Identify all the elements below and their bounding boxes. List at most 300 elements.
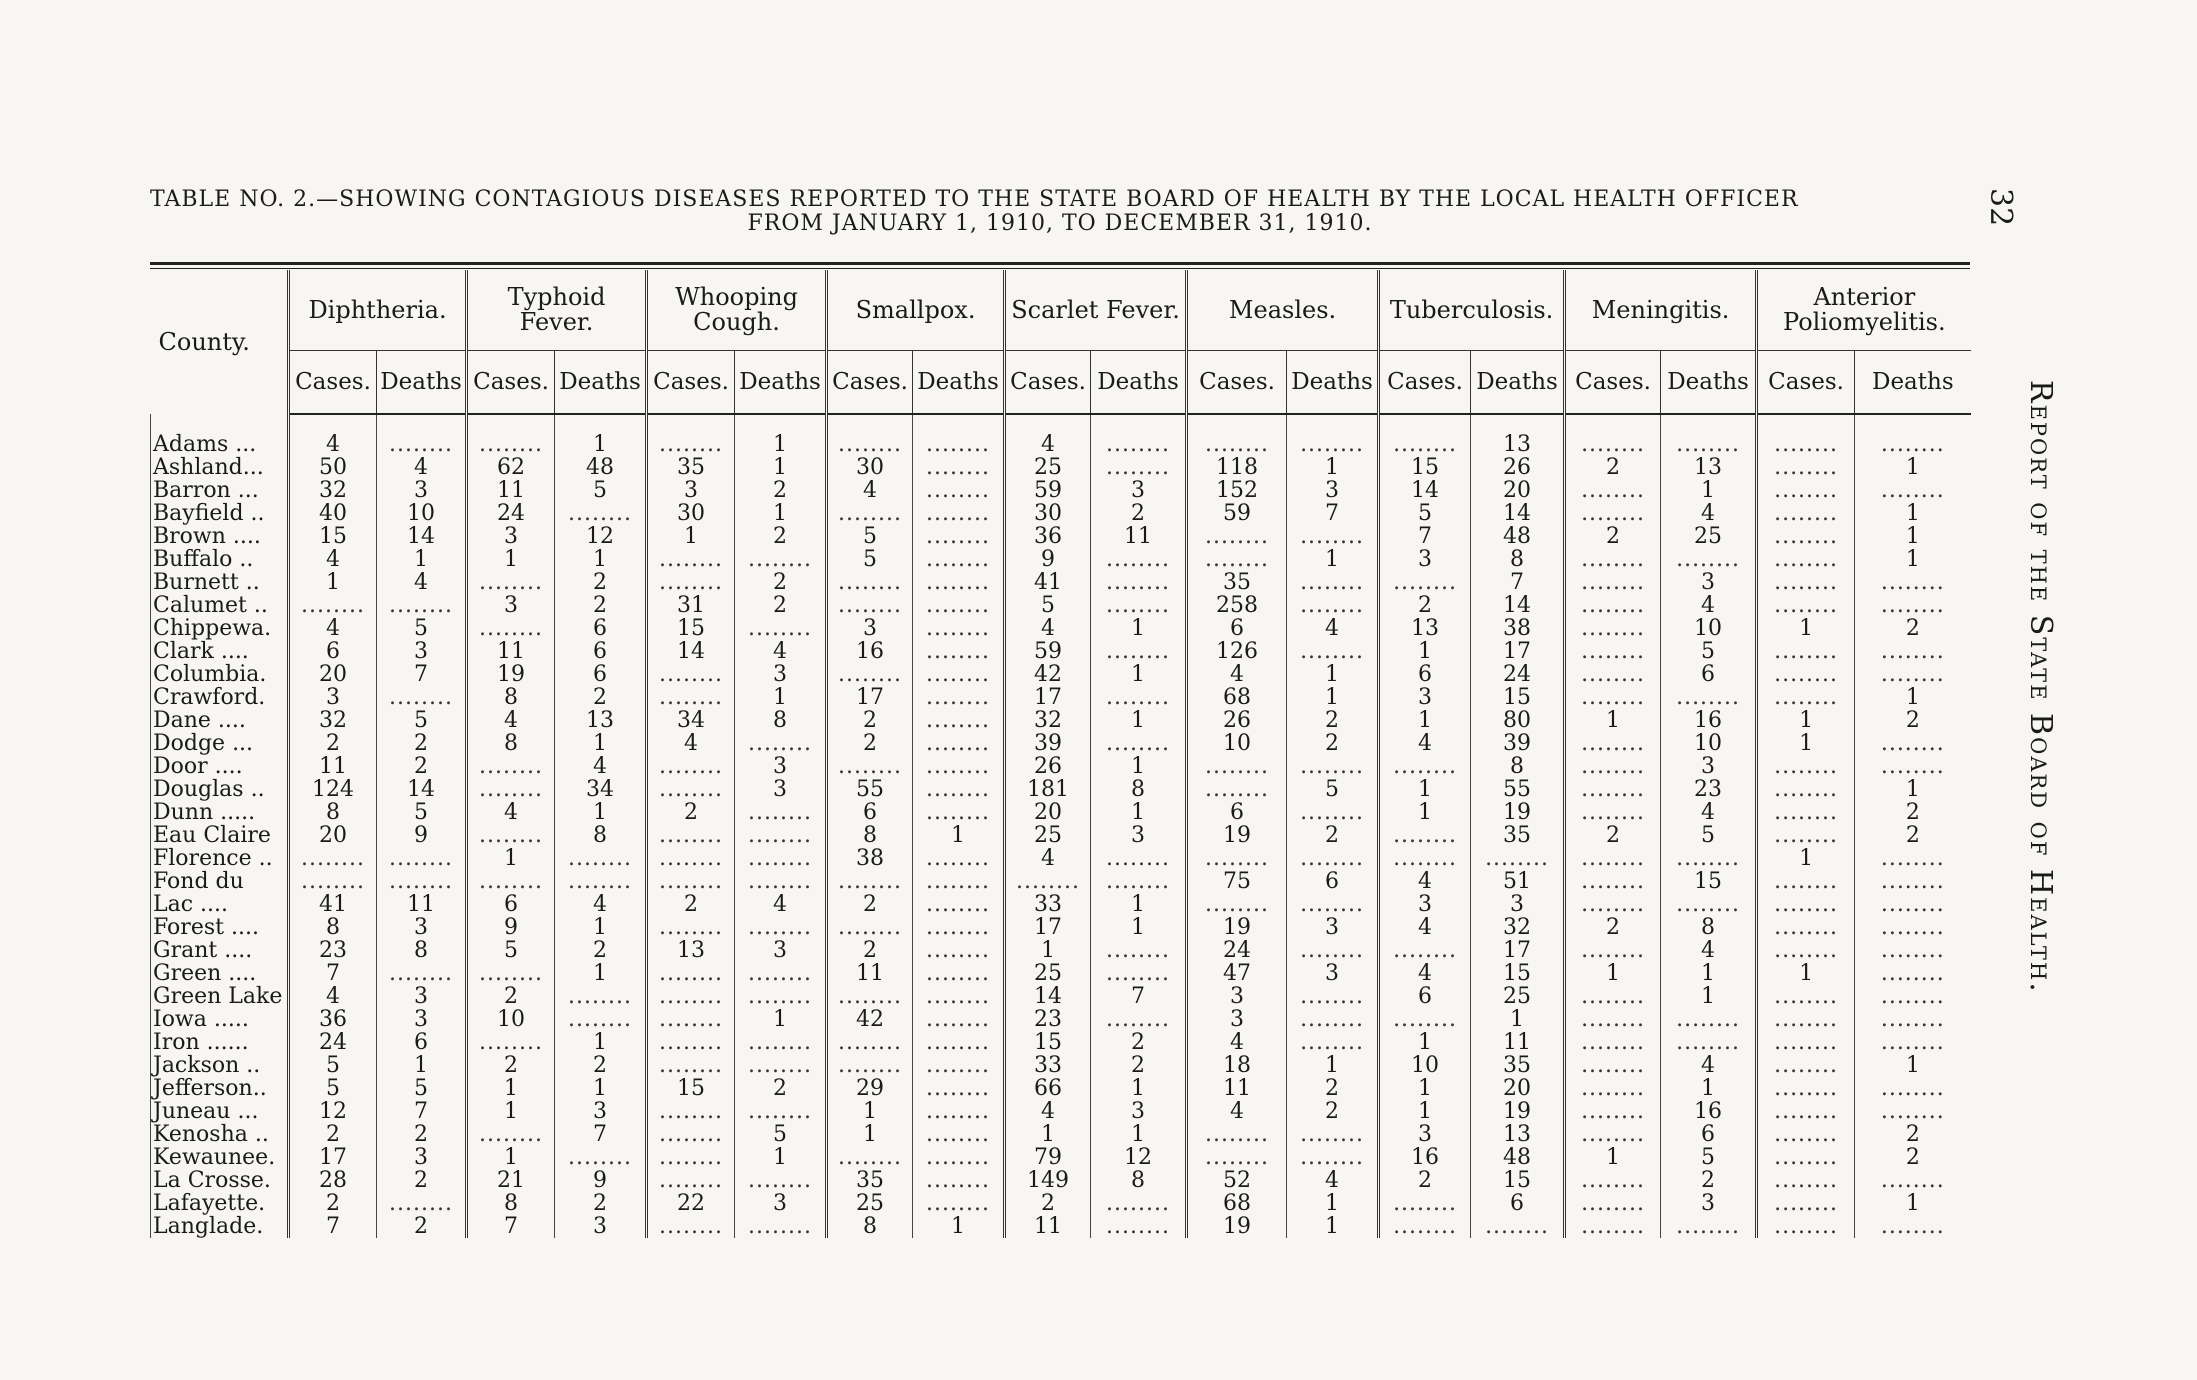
cases-cell: 3 xyxy=(289,686,377,709)
deaths-cell: 1 xyxy=(1855,548,1971,571)
dot-leader: ........ xyxy=(827,502,913,525)
deaths-cell: 2 xyxy=(555,939,647,962)
cases-cell: 1 xyxy=(1757,732,1855,755)
deaths-cell: 2 xyxy=(735,479,827,502)
cases-cell: 11 xyxy=(1187,1077,1287,1100)
cases-cell: 11 xyxy=(467,479,555,502)
deaths-cell: 3 xyxy=(735,939,827,962)
deaths-cell: 10 xyxy=(1661,617,1757,640)
cases-cell: 68 xyxy=(1187,686,1287,709)
dot-leader: ........ xyxy=(377,870,467,893)
table-row xyxy=(151,939,1971,962)
deaths-cell: 6 xyxy=(1661,1123,1757,1146)
dot-leader: ........ xyxy=(913,893,1005,916)
cases-cell: 6 xyxy=(1187,801,1287,824)
cases-cell: 4 xyxy=(1005,847,1091,870)
cases-cell: 18 xyxy=(1187,1054,1287,1077)
cases-cell: 11 xyxy=(467,640,555,663)
dot-leader: ........ xyxy=(1757,571,1855,594)
county-cell: Florence .. xyxy=(151,847,289,870)
dot-leader: ........ xyxy=(913,1146,1005,1169)
dot-leader: ........ xyxy=(377,594,467,617)
deaths-cell: 6 xyxy=(555,663,647,686)
cases-cell: 3 xyxy=(1187,985,1287,1008)
cases-cell: 3 xyxy=(1379,893,1471,916)
deaths-cell: 1 xyxy=(377,1054,467,1077)
deaths-cell: 13 xyxy=(1471,414,1565,456)
dot-leader: ........ xyxy=(647,1008,735,1031)
deaths-cell: 32 xyxy=(1471,916,1565,939)
county-cell: Burnett .. xyxy=(151,571,289,594)
cases-cell: 1 xyxy=(467,548,555,571)
deaths-cell: 1 xyxy=(1091,916,1187,939)
cases-cell: 1 xyxy=(1757,617,1855,640)
dot-leader: ........ xyxy=(913,502,1005,525)
deaths-cell: 2 xyxy=(555,686,647,709)
dot-leader: ........ xyxy=(1091,548,1187,571)
dot-leader: ........ xyxy=(647,663,735,686)
deaths-cell: 1 xyxy=(1855,1054,1971,1077)
cases-cell: 1 xyxy=(467,847,555,870)
dot-leader: ........ xyxy=(1287,755,1379,778)
dot-leader: ........ xyxy=(913,1123,1005,1146)
dot-leader: ........ xyxy=(1565,847,1661,870)
cases-cell: 38 xyxy=(827,847,913,870)
deaths-cell: 15 xyxy=(1471,686,1565,709)
cases-cell: 17 xyxy=(1005,916,1091,939)
deaths-cell: 1 xyxy=(735,456,827,479)
dot-leader: ........ xyxy=(1757,640,1855,663)
deaths-cell: 25 xyxy=(1471,985,1565,1008)
dot-leader: ........ xyxy=(1091,1008,1187,1031)
deaths-cell: 2 xyxy=(1287,1077,1379,1100)
cases-cell: 4 xyxy=(1005,617,1091,640)
deaths-cell: 1 xyxy=(1091,755,1187,778)
cases-cell: 4 xyxy=(289,617,377,640)
table-row xyxy=(151,663,1971,686)
county-cell: Lafayette. xyxy=(151,1192,289,1215)
table-row xyxy=(151,571,1971,594)
dot-leader: ........ xyxy=(1855,1008,1971,1031)
deaths-cell: 3 xyxy=(1287,916,1379,939)
deaths-cell: 3 xyxy=(1661,571,1757,594)
disease-header: Whooping Cough. xyxy=(647,270,827,351)
cases-cell: 14 xyxy=(1005,985,1091,1008)
dot-leader: ........ xyxy=(913,617,1005,640)
cases-cell: 17 xyxy=(827,686,913,709)
cases-cell: 1 xyxy=(827,1123,913,1146)
dot-leader: ........ xyxy=(1471,1215,1565,1238)
dot-leader: ........ xyxy=(377,962,467,985)
cases-cell: 2 xyxy=(289,732,377,755)
deaths-cell: 1 xyxy=(1287,548,1379,571)
deaths-cell: 8 xyxy=(1091,778,1187,801)
cases-cell: 35 xyxy=(827,1169,913,1192)
dot-leader: ........ xyxy=(1757,985,1855,1008)
cases-cell: 24 xyxy=(289,1031,377,1054)
table-row xyxy=(151,755,1971,778)
cases-cell: 1 xyxy=(1379,778,1471,801)
dot-leader: ........ xyxy=(913,686,1005,709)
deaths-cell: 1 xyxy=(1091,1077,1187,1100)
cases-cell: 7 xyxy=(467,1215,555,1238)
county-cell: Juneau ... xyxy=(151,1100,289,1123)
cases-cell: 42 xyxy=(827,1008,913,1031)
dot-leader: ........ xyxy=(1565,939,1661,962)
deaths-cell: 4 xyxy=(555,755,647,778)
table-body xyxy=(151,414,1971,1238)
dot-leader: ........ xyxy=(467,1123,555,1146)
dot-leader: ........ xyxy=(827,755,913,778)
deaths-cell: 5 xyxy=(555,479,647,502)
dot-leader: ........ xyxy=(647,847,735,870)
cases-cell: 32 xyxy=(1005,709,1091,732)
deaths-cell: 35 xyxy=(1471,824,1565,847)
dot-leader: ........ xyxy=(1287,985,1379,1008)
dot-leader: ........ xyxy=(827,414,913,456)
dot-leader: ........ xyxy=(913,1054,1005,1077)
dot-leader: ........ xyxy=(1379,824,1471,847)
table-row xyxy=(151,1192,1971,1215)
cases-cell: 12 xyxy=(289,1100,377,1123)
dot-leader: ........ xyxy=(647,962,735,985)
table-row xyxy=(151,1008,1971,1031)
cases-cell: 35 xyxy=(647,456,735,479)
deaths-cell: 1 xyxy=(1287,663,1379,686)
dot-leader: ........ xyxy=(827,571,913,594)
dot-leader: ........ xyxy=(1091,414,1187,456)
cases-cell: 1 xyxy=(827,1100,913,1123)
deaths-cell: 1 xyxy=(1091,1123,1187,1146)
cases-cell: 59 xyxy=(1187,502,1287,525)
cases-cell: 1 xyxy=(467,1077,555,1100)
deaths-cell: 1 xyxy=(1855,1192,1971,1215)
cases-cell: 126 xyxy=(1187,640,1287,663)
table-row xyxy=(151,594,1971,617)
cases-cell: 2 xyxy=(647,801,735,824)
deaths-header: Deaths xyxy=(913,351,1005,415)
dot-leader: ........ xyxy=(735,1169,827,1192)
deaths-cell: 5 xyxy=(377,1077,467,1100)
dot-leader: ........ xyxy=(1187,847,1287,870)
deaths-cell: 2 xyxy=(1091,1031,1187,1054)
deaths-cell: 1 xyxy=(1855,686,1971,709)
deaths-cell: 35 xyxy=(1471,1054,1565,1077)
cases-cell: 2 xyxy=(827,893,913,916)
cases-cell: 2 xyxy=(1565,916,1661,939)
deaths-cell: 2 xyxy=(1661,1169,1757,1192)
dot-leader: ........ xyxy=(913,525,1005,548)
cases-cell: 8 xyxy=(827,824,913,847)
deaths-cell: 7 xyxy=(555,1123,647,1146)
dot-leader: ........ xyxy=(1757,1215,1855,1238)
deaths-cell: 3 xyxy=(1287,962,1379,985)
cases-cell: 68 xyxy=(1187,1192,1287,1215)
dot-leader: ........ xyxy=(1757,939,1855,962)
dot-leader: ........ xyxy=(913,801,1005,824)
deaths-cell: 10 xyxy=(1661,732,1757,755)
cases-cell: 62 xyxy=(467,456,555,479)
table-row xyxy=(151,456,1971,479)
cases-cell: 32 xyxy=(289,709,377,732)
county-cell: Clark .... xyxy=(151,640,289,663)
dot-leader: ........ xyxy=(1379,414,1471,456)
dot-leader: ........ xyxy=(1187,548,1287,571)
deaths-cell: 4 xyxy=(555,893,647,916)
cases-cell: 5 xyxy=(827,548,913,571)
cases-cell: 20 xyxy=(1005,801,1091,824)
deaths-cell: 1 xyxy=(735,414,827,456)
deaths-cell: 15 xyxy=(1471,1169,1565,1192)
deaths-cell: 2 xyxy=(1855,1123,1971,1146)
deaths-cell: 1 xyxy=(1661,479,1757,502)
dot-leader: ........ xyxy=(1565,801,1661,824)
deaths-cell: 38 xyxy=(1471,617,1565,640)
dot-leader: ........ xyxy=(1287,801,1379,824)
dot-leader: ........ xyxy=(1757,525,1855,548)
dot-leader: ........ xyxy=(1091,594,1187,617)
dot-leader: ........ xyxy=(913,1192,1005,1215)
deaths-cell: 1 xyxy=(1661,962,1757,985)
cases-cell: 2 xyxy=(1379,594,1471,617)
deaths-cell: 2 xyxy=(555,1054,647,1077)
cases-cell: 8 xyxy=(827,1215,913,1238)
dot-leader: ........ xyxy=(913,594,1005,617)
cases-cell: 3 xyxy=(467,525,555,548)
dot-leader: ........ xyxy=(1565,1077,1661,1100)
deaths-cell: 3 xyxy=(555,1215,647,1238)
deaths-header: Deaths xyxy=(735,351,827,415)
dot-leader: ........ xyxy=(647,1054,735,1077)
deaths-cell: 7 xyxy=(377,1100,467,1123)
deaths-cell: 11 xyxy=(1091,525,1187,548)
deaths-cell: 1 xyxy=(555,1031,647,1054)
deaths-cell: 1 xyxy=(735,1146,827,1169)
deaths-cell: 14 xyxy=(377,778,467,801)
table-row xyxy=(151,1146,1971,1169)
cases-cell: 20 xyxy=(289,824,377,847)
cases-cell: 118 xyxy=(1187,456,1287,479)
county-cell: Bayfield .. xyxy=(151,502,289,525)
deaths-cell: 2 xyxy=(1855,709,1971,732)
county-cell: Fond du xyxy=(151,870,289,893)
dot-leader: ........ xyxy=(1091,732,1187,755)
disease-header: Smallpox. xyxy=(827,270,1005,351)
deaths-cell: 2 xyxy=(1855,824,1971,847)
deaths-cell: 5 xyxy=(1661,1146,1757,1169)
cases-cell: 3 xyxy=(827,617,913,640)
deaths-cell: 6 xyxy=(1661,663,1757,686)
dot-leader: ........ xyxy=(1855,1169,1971,1192)
dot-leader: ........ xyxy=(1379,571,1471,594)
deaths-cell: 1 xyxy=(1091,709,1187,732)
county-cell: Adams ... xyxy=(151,414,289,456)
dot-leader: ........ xyxy=(1855,594,1971,617)
deaths-cell: 4 xyxy=(1661,939,1757,962)
cases-cell: 11 xyxy=(827,962,913,985)
county-cell: Jackson .. xyxy=(151,1054,289,1077)
deaths-cell: 3 xyxy=(377,916,467,939)
deaths-cell: 1 xyxy=(913,824,1005,847)
dot-leader: ........ xyxy=(1661,686,1757,709)
county-cell: Dane .... xyxy=(151,709,289,732)
dot-leader: ........ xyxy=(735,801,827,824)
deaths-cell: 4 xyxy=(1287,1169,1379,1192)
cases-cell: 4 xyxy=(1379,732,1471,755)
cases-cell: 15 xyxy=(289,525,377,548)
dot-leader: ........ xyxy=(913,1077,1005,1100)
dot-leader: ........ xyxy=(377,686,467,709)
cases-cell: 149 xyxy=(1005,1169,1091,1192)
cases-cell: 42 xyxy=(1005,663,1091,686)
dot-leader: ........ xyxy=(1565,548,1661,571)
deaths-cell: 2 xyxy=(555,1192,647,1215)
cases-cell: 4 xyxy=(1187,1100,1287,1123)
cases-cell: 4 xyxy=(289,548,377,571)
cases-cell: 33 xyxy=(1005,893,1091,916)
dot-leader: ........ xyxy=(1855,479,1971,502)
county-header: County. xyxy=(158,328,250,356)
dot-leader: ........ xyxy=(1187,778,1287,801)
dot-leader: ........ xyxy=(1565,640,1661,663)
cases-cell: 1 xyxy=(1005,1123,1091,1146)
dot-leader: ........ xyxy=(1565,571,1661,594)
dot-leader: ........ xyxy=(647,755,735,778)
dot-leader: ........ xyxy=(1287,1123,1379,1146)
dot-leader: ........ xyxy=(647,778,735,801)
dot-leader: ........ xyxy=(1565,778,1661,801)
deaths-cell: 2 xyxy=(1287,824,1379,847)
dot-leader: ........ xyxy=(1187,414,1287,456)
cases-cell: 9 xyxy=(467,916,555,939)
cases-cell: 1 xyxy=(289,571,377,594)
dot-leader: ........ xyxy=(1091,1192,1187,1215)
cases-cell: 2 xyxy=(827,939,913,962)
cases-cell: 2 xyxy=(1565,456,1661,479)
deaths-header: Deaths xyxy=(1661,351,1757,415)
deaths-cell: 2 xyxy=(377,732,467,755)
dot-leader: ........ xyxy=(1855,870,1971,893)
cases-cell: 1 xyxy=(1757,709,1855,732)
dot-leader: ........ xyxy=(1757,870,1855,893)
cases-cell: 11 xyxy=(289,755,377,778)
cases-cell: 30 xyxy=(827,456,913,479)
dot-leader: ........ xyxy=(913,414,1005,456)
dot-leader: ........ xyxy=(913,709,1005,732)
cases-cell: 1 xyxy=(1565,709,1661,732)
deaths-cell: 4 xyxy=(377,571,467,594)
cases-cell: 5 xyxy=(289,1054,377,1077)
dot-leader: ........ xyxy=(467,778,555,801)
dot-leader: ........ xyxy=(913,916,1005,939)
dot-leader: ........ xyxy=(1187,755,1287,778)
cases-cell: 24 xyxy=(467,502,555,525)
dot-leader: ........ xyxy=(1565,663,1661,686)
dot-leader: ........ xyxy=(1287,525,1379,548)
dot-leader: ........ xyxy=(1757,663,1855,686)
dot-leader: ........ xyxy=(1855,916,1971,939)
deaths-header: Deaths xyxy=(377,351,467,415)
cases-cell: 26 xyxy=(1187,709,1287,732)
county-cell: Douglas .. xyxy=(151,778,289,801)
deaths-cell: 6 xyxy=(1287,870,1379,893)
deaths-header: Deaths xyxy=(1287,351,1379,415)
disease-header: Typhoid Fever. xyxy=(467,270,647,351)
dot-leader: ........ xyxy=(467,571,555,594)
cases-cell: 59 xyxy=(1005,479,1091,502)
dot-leader: ........ xyxy=(467,962,555,985)
deaths-cell: 25 xyxy=(1661,525,1757,548)
deaths-cell: 3 xyxy=(1091,479,1187,502)
dot-leader: ........ xyxy=(1757,1077,1855,1100)
county-cell: Eau Claire xyxy=(151,824,289,847)
deaths-cell: 48 xyxy=(1471,525,1565,548)
cases-cell: 2 xyxy=(827,732,913,755)
deaths-cell: 9 xyxy=(377,824,467,847)
dot-leader: ........ xyxy=(377,1192,467,1215)
dot-leader: ........ xyxy=(827,1031,913,1054)
county-cell: La Crosse. xyxy=(151,1169,289,1192)
dot-leader: ........ xyxy=(1565,1008,1661,1031)
deaths-cell: 14 xyxy=(377,525,467,548)
dot-leader: ........ xyxy=(827,594,913,617)
dot-leader: ........ xyxy=(827,1146,913,1169)
table-row xyxy=(151,962,1971,985)
disease-header: Anterior Poliomyelitis. xyxy=(1757,270,1971,351)
dot-leader: ........ xyxy=(1091,640,1187,663)
dot-leader: ........ xyxy=(1565,414,1661,456)
dot-leader: ........ xyxy=(467,617,555,640)
county-cell: Dodge ... xyxy=(151,732,289,755)
deaths-cell: 1 xyxy=(1471,1008,1565,1031)
dot-leader: ........ xyxy=(913,778,1005,801)
deaths-cell: 5 xyxy=(1287,778,1379,801)
cases-cell: 13 xyxy=(647,939,735,962)
dot-leader: ........ xyxy=(1757,1054,1855,1077)
deaths-cell: 8 xyxy=(1471,755,1565,778)
deaths-cell: 8 xyxy=(1471,548,1565,571)
dot-leader: ........ xyxy=(1379,847,1471,870)
deaths-cell: 20 xyxy=(1471,479,1565,502)
cases-cell: 23 xyxy=(1005,1008,1091,1031)
county-cell: Chippewa. xyxy=(151,617,289,640)
cases-header: Cases. xyxy=(827,351,913,415)
deaths-header: Deaths xyxy=(1091,351,1187,415)
cases-cell: 4 xyxy=(1005,1100,1091,1123)
deaths-cell: 2 xyxy=(735,594,827,617)
dot-leader: ........ xyxy=(1091,686,1187,709)
cases-cell: 4 xyxy=(1187,663,1287,686)
deaths-cell: 2 xyxy=(1091,502,1187,525)
cases-cell: 40 xyxy=(289,502,377,525)
deaths-cell: 34 xyxy=(555,778,647,801)
dot-leader: ........ xyxy=(647,571,735,594)
cases-cell: 15 xyxy=(1379,456,1471,479)
dot-leader: ........ xyxy=(1379,1215,1471,1238)
deaths-cell: 6 xyxy=(555,617,647,640)
deaths-cell: 1 xyxy=(1287,456,1379,479)
dot-leader: ........ xyxy=(1565,1054,1661,1077)
dot-leader: ........ xyxy=(913,1031,1005,1054)
dot-leader: ........ xyxy=(913,985,1005,1008)
cases-cell: 32 xyxy=(289,479,377,502)
cases-cell: 25 xyxy=(1005,962,1091,985)
table-row xyxy=(151,824,1971,847)
deaths-cell: 8 xyxy=(555,824,647,847)
cases-cell: 2 xyxy=(1565,824,1661,847)
county-cell: Iowa ..... xyxy=(151,1008,289,1031)
cases-cell: 8 xyxy=(467,1192,555,1215)
